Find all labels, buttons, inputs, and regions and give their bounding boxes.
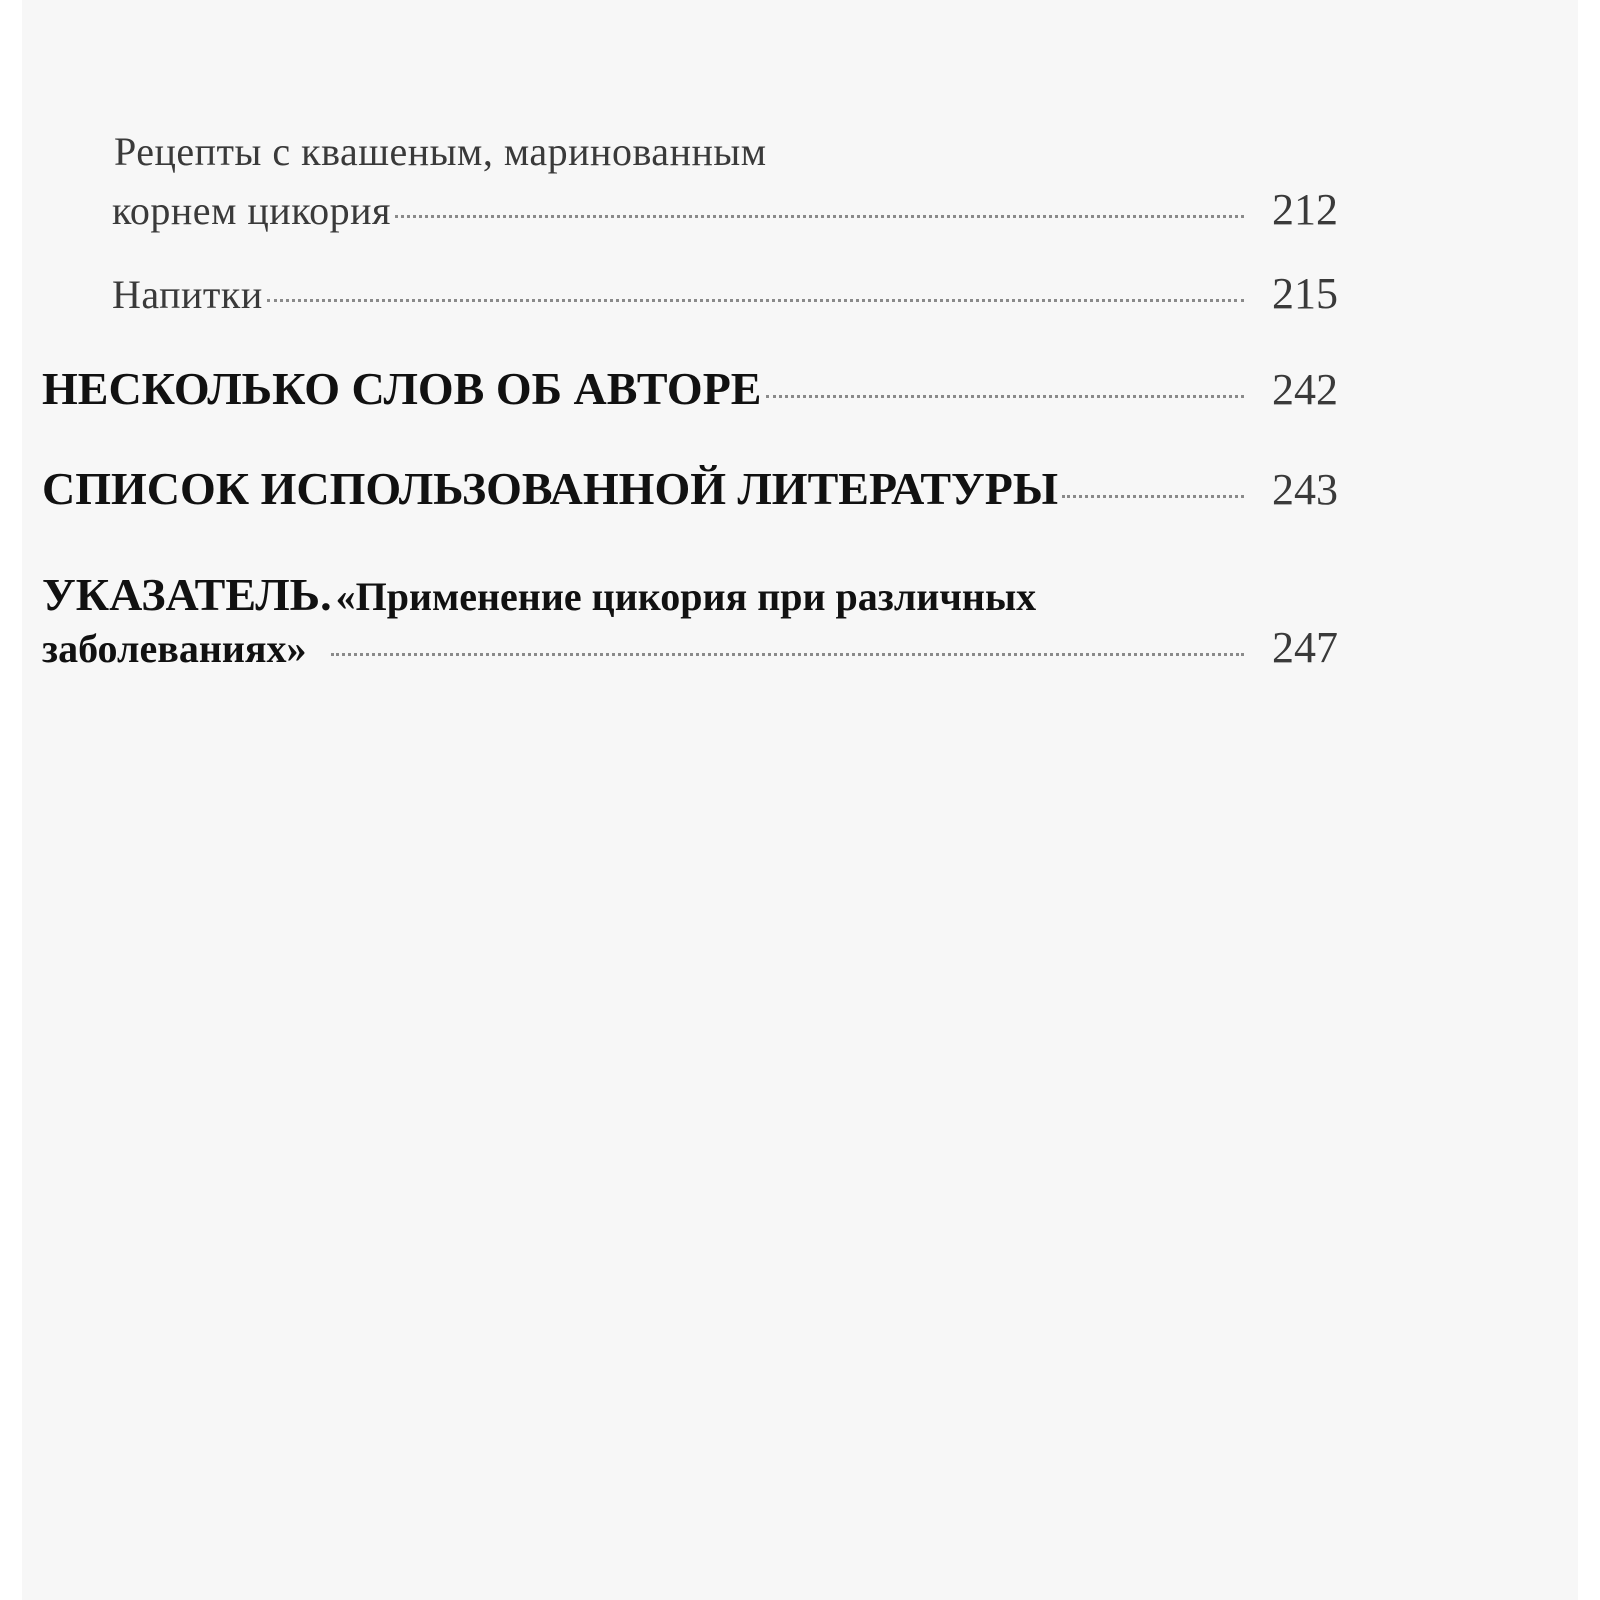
page-number: 243: [1272, 465, 1338, 514]
page-number: 247: [1272, 623, 1338, 672]
dot-leader: [395, 215, 1244, 218]
dot-leader: [267, 299, 1244, 302]
toc-entry-label: заболеваниях»: [42, 626, 307, 671]
page-number: 212: [1272, 185, 1338, 234]
toc-entry-label: СПИСОК ИСПОЛЬЗОВАННОЙ ЛИТЕРАТУРЫ: [42, 463, 1059, 514]
toc-entry-about-author[interactable]: [42, 362, 1338, 415]
toc-entry-recipes-line2: корнем цикория: [112, 188, 391, 233]
toc-entry-label: НЕСКОЛЬКО СЛОВ ОБ АВТОРЕ: [42, 363, 762, 414]
page-number: 242: [1272, 365, 1338, 414]
page-number: 215: [1272, 269, 1338, 318]
dot-leader: [766, 395, 1245, 398]
toc-entry-index-line1: [42, 568, 1036, 621]
toc-entry-bibliography[interactable]: [42, 462, 1338, 515]
index-subtitle: «Применение цикория при различных: [335, 574, 1037, 619]
index-heading: УКАЗАТЕЛЬ.: [42, 569, 332, 620]
toc-entry-recipes-line1: Рецепты с квашеным, маринованным: [114, 129, 767, 174]
toc-entry-index[interactable]: [42, 622, 1338, 673]
toc-entry-drinks[interactable]: [112, 268, 1338, 319]
toc-entry-label: Напитки: [112, 272, 263, 317]
dot-leader: [331, 653, 1244, 656]
toc-entry-recipes[interactable]: [112, 184, 1338, 235]
book-page: [22, 0, 1578, 1600]
dot-leader: [1062, 495, 1244, 498]
